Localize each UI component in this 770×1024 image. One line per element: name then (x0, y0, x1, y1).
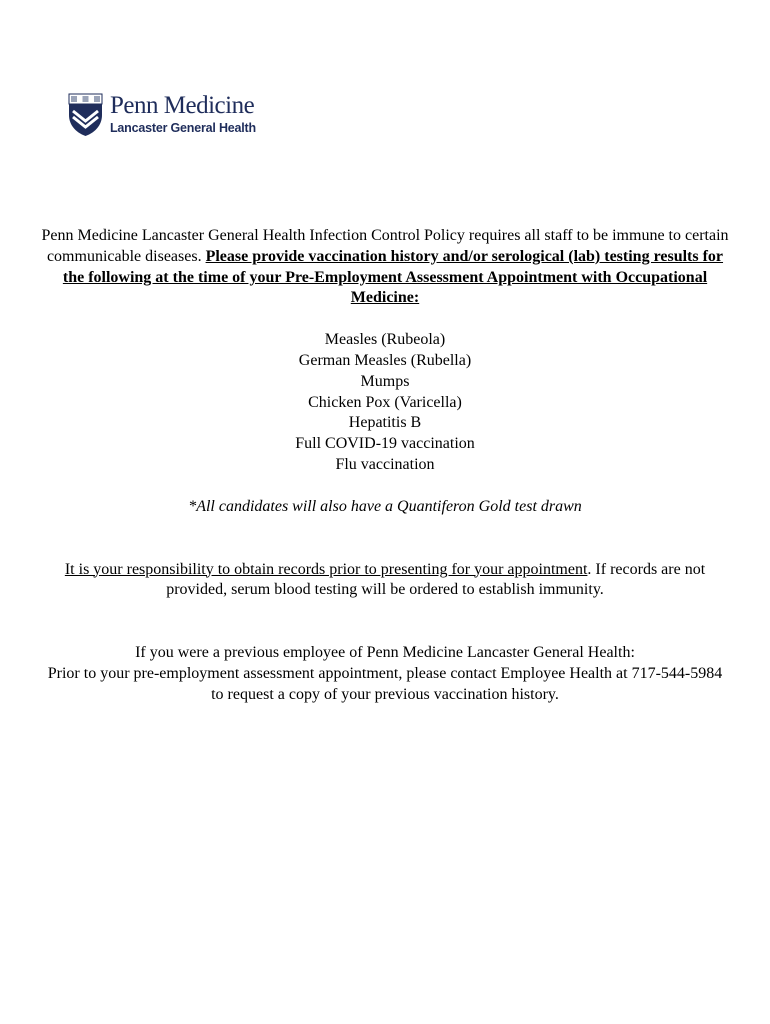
logo-brand-text: Penn Medicine (110, 92, 255, 119)
list-item: Flu vaccination (335, 455, 435, 473)
responsibility-underlined-text: It is your responsibility to obtain records prior to presenting for your appointment (64, 560, 588, 578)
intro-paragraph (40, 226, 730, 309)
responsibility-rest-text: . If records are not provided, serum blood testing will be ordered to establish immunity. (166, 560, 706, 599)
penn-medicine-logo (68, 93, 256, 137)
list-item: Chicken Pox (Varicella) (308, 393, 462, 411)
previous-employee-line2: Prior to your pre-employment assessment appointment, please contact Employee Health at 717-544-5984 to request a copy of your previous vaccination history. (47, 664, 723, 703)
intro-emphasis-text: Please provide vaccination history and/or serological (lab) testing results for the following at the time of your Pre-Employment Assessment Appointment with Occupational Medicine: (62, 247, 724, 307)
responsibility-paragraph (40, 560, 730, 602)
list-item: Hepatitis B (348, 414, 422, 432)
list-item: Measles (Rubeola) (324, 331, 446, 349)
intro-plain-text: Penn Medicine Lancaster General Health Infection Control Policy requires all staff to be immune to certain communicable diseases. (41, 227, 729, 265)
previous-employee-paragraph (40, 643, 730, 705)
document-body (40, 226, 730, 706)
quantiferon-note: *All candidates will also have a Quantiferon Gold test drawn (188, 497, 582, 515)
previous-employee-line1: If you were a previous employee of Penn Medicine Lancaster General Health: (135, 644, 635, 662)
list-item: German Measles (Rubella) (298, 351, 472, 369)
list-item: Full COVID-19 vaccination (295, 435, 475, 453)
logo-subtitle-text: Lancaster General Health (110, 121, 256, 135)
list-item: Mumps (360, 372, 410, 390)
penn-shield-icon (68, 93, 103, 137)
